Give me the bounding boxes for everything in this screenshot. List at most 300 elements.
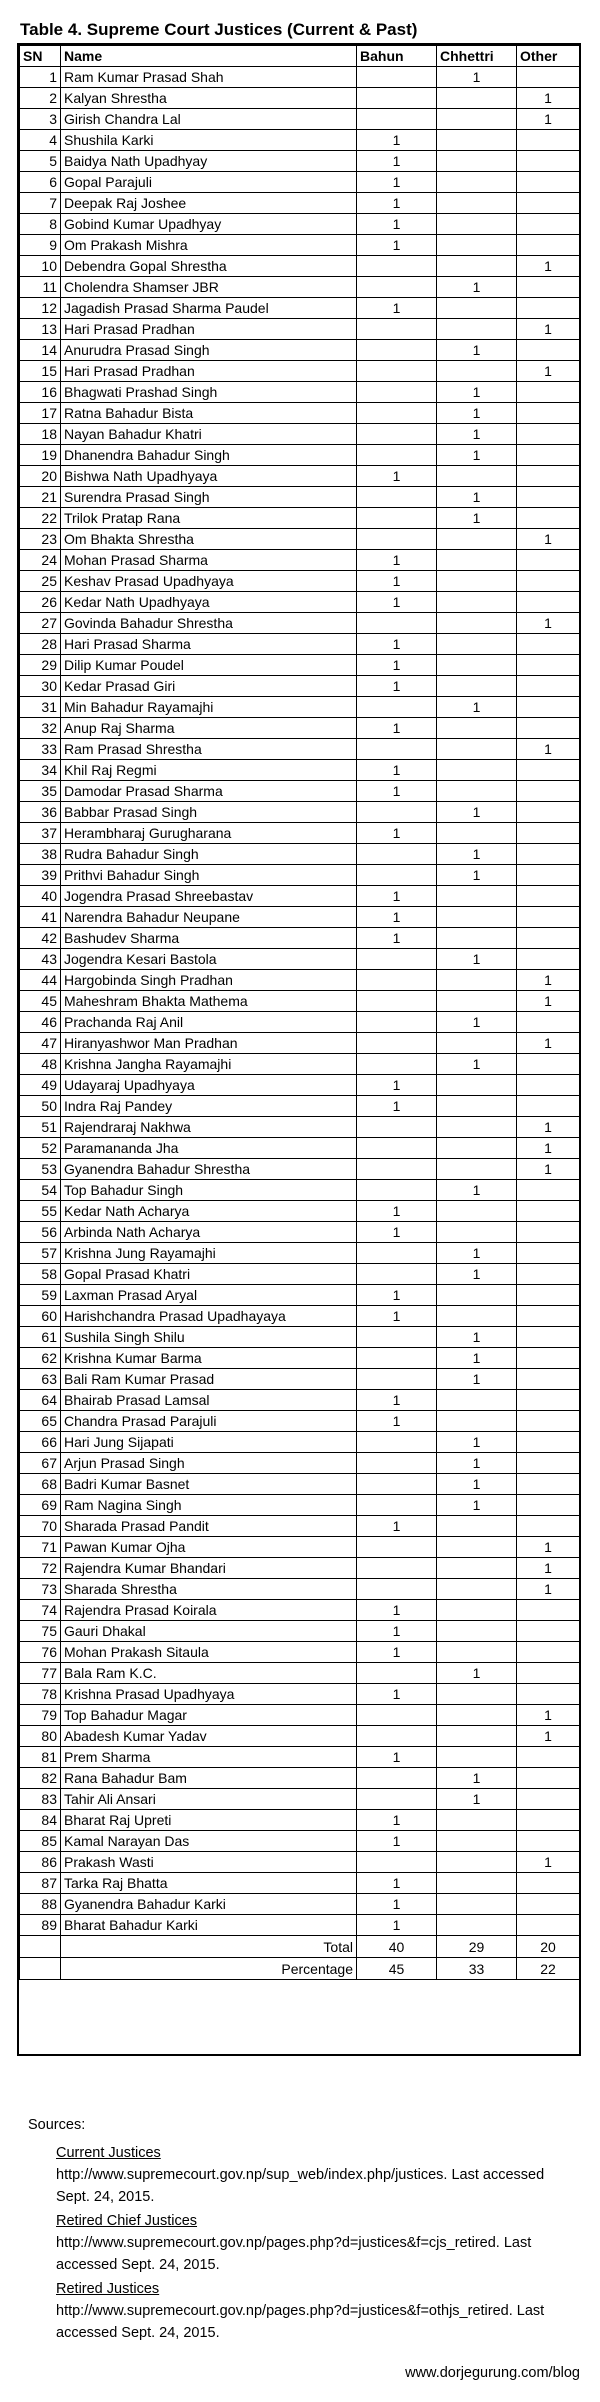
- table-row: [20, 1579, 580, 1600]
- other-cell: [517, 1054, 580, 1075]
- bahun-cell: [357, 1495, 437, 1516]
- other-cell: 1: [517, 991, 580, 1012]
- table-row: [20, 928, 580, 949]
- sn-cell: 72: [20, 1558, 61, 1579]
- sn-cell: 42: [20, 928, 61, 949]
- name-cell: Top Bahadur Magar: [61, 1705, 357, 1726]
- sn-cell: 70: [20, 1516, 61, 1537]
- bahun-cell: [357, 529, 437, 550]
- table-row: [20, 1831, 580, 1852]
- table-title: Table 4. Supreme Court Justices (Current & Past): [20, 20, 418, 39]
- source-text: http://www.supremecourt.gov.np/pages.php?d=justices&f=cjs_retired. Last accessed Sept. 24, 2015.: [56, 2235, 532, 2273]
- table-row: [20, 1012, 580, 1033]
- name-cell: Shushila Karki: [61, 130, 357, 151]
- sn-cell: 39: [20, 865, 61, 886]
- other-cell: [517, 1180, 580, 1201]
- bahun-cell: [357, 1159, 437, 1180]
- table-row: [20, 1369, 580, 1390]
- name-cell: Indra Raj Pandey: [61, 1096, 357, 1117]
- chhettri-cell: 1: [437, 1663, 517, 1684]
- sn-cell: 74: [20, 1600, 61, 1621]
- sn-cell: 1: [20, 67, 61, 88]
- sn-cell: 83: [20, 1789, 61, 1810]
- name-cell: Jogendra Prasad Shreebastav: [61, 886, 357, 907]
- bahun-cell: [357, 1537, 437, 1558]
- bahun-cell: [357, 1327, 437, 1348]
- chhettri-cell: [437, 151, 517, 172]
- chhettri-cell: 1: [437, 277, 517, 298]
- bahun-cell: 1: [357, 760, 437, 781]
- bahun-cell: [357, 991, 437, 1012]
- name-cell: Cholendra Shamser JBR: [61, 277, 357, 298]
- chhettri-cell: 1: [437, 445, 517, 466]
- other-cell: [517, 550, 580, 571]
- other-cell: 1: [517, 109, 580, 130]
- name-cell: Gyanendra Bahadur Karki: [61, 1894, 357, 1915]
- chhettri-cell: [437, 739, 517, 760]
- sn-cell: 75: [20, 1621, 61, 1642]
- name-cell: Deepak Raj Joshee: [61, 193, 357, 214]
- source-link-retired-chief-justices[interactable]: Retired Chief Justices: [56, 2213, 198, 2229]
- chhettri-cell: [437, 1411, 517, 1432]
- other-cell: [517, 1810, 580, 1831]
- table-row: [20, 802, 580, 823]
- chhettri-cell: 1: [437, 382, 517, 403]
- bahun-cell: 1: [357, 1516, 437, 1537]
- other-cell: 1: [517, 529, 580, 550]
- bahun-cell: [357, 361, 437, 382]
- other-cell: [517, 1831, 580, 1852]
- chhettri-cell: 1: [437, 1495, 517, 1516]
- name-cell: Anurudra Prasad Singh: [61, 340, 357, 361]
- other-cell: [517, 844, 580, 865]
- total-label: Total: [61, 1936, 357, 1958]
- chhettri-cell: [437, 1558, 517, 1579]
- other-cell: [517, 340, 580, 361]
- bahun-cell: 1: [357, 823, 437, 844]
- table-row: [20, 277, 580, 298]
- bahun-cell: [357, 1432, 437, 1453]
- other-cell: [517, 1873, 580, 1894]
- name-cell: Arjun Prasad Singh: [61, 1453, 357, 1474]
- other-cell: 1: [517, 613, 580, 634]
- sn-cell: 43: [20, 949, 61, 970]
- table-row: [20, 655, 580, 676]
- name-cell: Baidya Nath Upadhyay: [61, 151, 357, 172]
- chhettri-cell: 1: [437, 424, 517, 445]
- table-row: [20, 1537, 580, 1558]
- bahun-cell: 1: [357, 130, 437, 151]
- name-cell: Hiranyashwor Man Pradhan: [61, 1033, 357, 1054]
- chhettri-cell: [437, 928, 517, 949]
- table-row: [20, 319, 580, 340]
- table-row: [20, 739, 580, 760]
- chhettri-cell: [437, 361, 517, 382]
- name-cell: Harishchandra Prasad Upadhayaya: [61, 1306, 357, 1327]
- sn-cell: 11: [20, 277, 61, 298]
- other-cell: [517, 1222, 580, 1243]
- name-cell: Prakash Wasti: [61, 1852, 357, 1873]
- name-cell: Min Bahadur Rayamajhi: [61, 697, 357, 718]
- chhettri-cell: [437, 130, 517, 151]
- name-cell: Ram Kumar Prasad Shah: [61, 67, 357, 88]
- other-cell: [517, 277, 580, 298]
- chhettri-cell: [437, 319, 517, 340]
- total-empty-cell: [20, 1936, 61, 1958]
- chhettri-cell: 1: [437, 1789, 517, 1810]
- name-cell: Bhairab Prasad Lamsal: [61, 1390, 357, 1411]
- sn-cell: 36: [20, 802, 61, 823]
- other-cell: [517, 1747, 580, 1768]
- other-cell: [517, 1453, 580, 1474]
- other-cell: [517, 1621, 580, 1642]
- other-cell: 1: [517, 739, 580, 760]
- bahun-cell: 1: [357, 214, 437, 235]
- other-cell: [517, 760, 580, 781]
- sources-section: [28, 2114, 568, 2346]
- chhettri-cell: 1: [437, 1369, 517, 1390]
- name-cell: Chandra Prasad Parajuli: [61, 1411, 357, 1432]
- other-cell: [517, 802, 580, 823]
- table-row: [20, 1348, 580, 1369]
- table-row: [20, 1075, 580, 1096]
- header-name: Name: [61, 46, 357, 67]
- bahun-cell: 1: [357, 1096, 437, 1117]
- source-item: [56, 2278, 568, 2344]
- bahun-cell: 1: [357, 781, 437, 802]
- table-row: [20, 1054, 580, 1075]
- chhettri-cell: 1: [437, 1327, 517, 1348]
- sn-cell: 61: [20, 1327, 61, 1348]
- other-cell: 1: [517, 1579, 580, 1600]
- chhettri-cell: [437, 1075, 517, 1096]
- table-row: [20, 1285, 580, 1306]
- table-row: [20, 1915, 580, 1936]
- table-row: [20, 823, 580, 844]
- table-row: [20, 1096, 580, 1117]
- name-cell: Rana Bahadur Bam: [61, 1768, 357, 1789]
- sn-cell: 60: [20, 1306, 61, 1327]
- other-cell: [517, 907, 580, 928]
- sn-cell: 65: [20, 1411, 61, 1432]
- other-cell: [517, 1306, 580, 1327]
- chhettri-cell: 1: [437, 340, 517, 361]
- other-cell: [517, 466, 580, 487]
- table-row: [20, 718, 580, 739]
- other-cell: 1: [517, 1852, 580, 1873]
- name-cell: Rudra Bahadur Singh: [61, 844, 357, 865]
- sn-cell: 59: [20, 1285, 61, 1306]
- name-cell: Rajendra Prasad Koirala: [61, 1600, 357, 1621]
- table-row: [20, 1894, 580, 1915]
- chhettri-cell: [437, 571, 517, 592]
- bahun-cell: 1: [357, 1873, 437, 1894]
- bahun-cell: [357, 319, 437, 340]
- total-chhettri: 29: [437, 1936, 517, 1958]
- sn-cell: 15: [20, 361, 61, 382]
- table-row: [20, 886, 580, 907]
- sn-cell: 88: [20, 1894, 61, 1915]
- table-row: [20, 676, 580, 697]
- name-cell: Ram Nagina Singh: [61, 1495, 357, 1516]
- source-link-current-justices[interactable]: Current Justices: [56, 2145, 161, 2161]
- name-cell: Bhagwati Prashad Singh: [61, 382, 357, 403]
- chhettri-cell: 1: [437, 949, 517, 970]
- table-row: [20, 1726, 580, 1747]
- sn-cell: 58: [20, 1264, 61, 1285]
- chhettri-cell: [437, 823, 517, 844]
- sn-cell: 64: [20, 1390, 61, 1411]
- percentage-other: 22: [517, 1958, 580, 1980]
- bahun-cell: 1: [357, 1075, 437, 1096]
- table-row: [20, 466, 580, 487]
- name-cell: Bashudev Sharma: [61, 928, 357, 949]
- name-cell: Rajendraraj Nakhwa: [61, 1117, 357, 1138]
- other-cell: 1: [517, 1537, 580, 1558]
- table-row: [20, 193, 580, 214]
- other-cell: [517, 949, 580, 970]
- chhettri-cell: 1: [437, 487, 517, 508]
- sn-cell: 26: [20, 592, 61, 613]
- sn-cell: 66: [20, 1432, 61, 1453]
- sn-cell: 21: [20, 487, 61, 508]
- sn-cell: 84: [20, 1810, 61, 1831]
- name-cell: Pawan Kumar Ojha: [61, 1537, 357, 1558]
- sn-cell: 79: [20, 1705, 61, 1726]
- bahun-cell: [357, 445, 437, 466]
- sn-cell: 14: [20, 340, 61, 361]
- name-cell: Gopal Prasad Khatri: [61, 1264, 357, 1285]
- source-link-retired-justices[interactable]: Retired Justices: [56, 2281, 160, 2297]
- bahun-cell: [357, 403, 437, 424]
- table-row: [20, 109, 580, 130]
- name-cell: Sharada Shrestha: [61, 1579, 357, 1600]
- table-row: [20, 445, 580, 466]
- chhettri-cell: [437, 1915, 517, 1936]
- table-row: [20, 1684, 580, 1705]
- name-cell: Udayaraj Upadhyaya: [61, 1075, 357, 1096]
- bahun-cell: 1: [357, 1306, 437, 1327]
- other-cell: [517, 193, 580, 214]
- sn-cell: 38: [20, 844, 61, 865]
- header-sn: SN: [20, 46, 61, 67]
- bahun-cell: 1: [357, 1600, 437, 1621]
- bahun-cell: [357, 1348, 437, 1369]
- bahun-cell: 1: [357, 550, 437, 571]
- sn-cell: 54: [20, 1180, 61, 1201]
- sn-cell: 28: [20, 634, 61, 655]
- other-cell: 1: [517, 256, 580, 277]
- bahun-cell: [357, 277, 437, 298]
- table-row: [20, 1327, 580, 1348]
- name-cell: Krishna Jangha Rayamajhi: [61, 1054, 357, 1075]
- sn-cell: 3: [20, 109, 61, 130]
- footer-url: www.dorjegurung.com/blog: [405, 2365, 580, 2381]
- source-text: http://www.supremecourt.gov.np/pages.php?d=justices&f=othjs_retired. Last accessed Sept. 24, 2015.: [56, 2303, 545, 2341]
- sn-cell: 55: [20, 1201, 61, 1222]
- table-row: [20, 214, 580, 235]
- bahun-cell: 1: [357, 1684, 437, 1705]
- sn-cell: 17: [20, 403, 61, 424]
- table-row: [20, 571, 580, 592]
- chhettri-cell: [437, 1117, 517, 1138]
- chhettri-cell: [437, 1621, 517, 1642]
- bahun-cell: [357, 340, 437, 361]
- chhettri-cell: [437, 1537, 517, 1558]
- name-cell: Trilok Pratap Rana: [61, 508, 357, 529]
- bahun-cell: 1: [357, 151, 437, 172]
- chhettri-cell: [437, 1873, 517, 1894]
- bahun-cell: [357, 1369, 437, 1390]
- chhettri-cell: [437, 1159, 517, 1180]
- chhettri-cell: [437, 1390, 517, 1411]
- table-row: [20, 529, 580, 550]
- sn-cell: 32: [20, 718, 61, 739]
- name-cell: Gauri Dhakal: [61, 1621, 357, 1642]
- chhettri-cell: [437, 256, 517, 277]
- other-cell: 1: [517, 1159, 580, 1180]
- table-row: [20, 1558, 580, 1579]
- name-cell: Krishna Jung Rayamajhi: [61, 1243, 357, 1264]
- table-body: [20, 67, 580, 1936]
- table-row: [20, 865, 580, 886]
- other-cell: [517, 1915, 580, 1936]
- other-cell: [517, 403, 580, 424]
- chhettri-cell: 1: [437, 697, 517, 718]
- chhettri-cell: 1: [437, 1348, 517, 1369]
- bahun-cell: [357, 1852, 437, 1873]
- other-cell: [517, 1516, 580, 1537]
- bahun-cell: [357, 1726, 437, 1747]
- bahun-cell: 1: [357, 592, 437, 613]
- chhettri-cell: [437, 613, 517, 634]
- bahun-cell: 1: [357, 1285, 437, 1306]
- table-row: [20, 1033, 580, 1054]
- other-cell: [517, 928, 580, 949]
- chhettri-cell: [437, 172, 517, 193]
- sn-cell: 52: [20, 1138, 61, 1159]
- name-cell: Prithvi Bahadur Singh: [61, 865, 357, 886]
- name-cell: Top Bahadur Singh: [61, 1180, 357, 1201]
- other-cell: [517, 1495, 580, 1516]
- chhettri-cell: [437, 1810, 517, 1831]
- bahun-cell: 1: [357, 1894, 437, 1915]
- other-cell: [517, 130, 580, 151]
- bahun-cell: 1: [357, 718, 437, 739]
- chhettri-cell: 1: [437, 67, 517, 88]
- other-cell: [517, 1642, 580, 1663]
- sn-cell: 89: [20, 1915, 61, 1936]
- sn-cell: 50: [20, 1096, 61, 1117]
- name-cell: Bali Ram Kumar Prasad: [61, 1369, 357, 1390]
- table-row: [20, 298, 580, 319]
- other-cell: [517, 1285, 580, 1306]
- name-cell: Khil Raj Regmi: [61, 760, 357, 781]
- sn-cell: 78: [20, 1684, 61, 1705]
- bahun-cell: [357, 1579, 437, 1600]
- table-row: [20, 1306, 580, 1327]
- other-cell: 1: [517, 1558, 580, 1579]
- table-row: [20, 1621, 580, 1642]
- table-row: [20, 697, 580, 718]
- sn-cell: 22: [20, 508, 61, 529]
- table-row: [20, 550, 580, 571]
- bahun-cell: [357, 1138, 437, 1159]
- bahun-cell: [357, 1033, 437, 1054]
- sn-cell: 5: [20, 151, 61, 172]
- other-cell: 1: [517, 1117, 580, 1138]
- name-cell: Hari Prasad Sharma: [61, 634, 357, 655]
- total-row: [20, 1936, 580, 1958]
- bahun-cell: 1: [357, 1390, 437, 1411]
- other-cell: [517, 1663, 580, 1684]
- bahun-cell: 1: [357, 298, 437, 319]
- table-row: [20, 781, 580, 802]
- table-row: [20, 1201, 580, 1222]
- chhettri-cell: 1: [437, 1243, 517, 1264]
- other-cell: [517, 382, 580, 403]
- chhettri-cell: [437, 1600, 517, 1621]
- chhettri-cell: [437, 1705, 517, 1726]
- chhettri-cell: [437, 1852, 517, 1873]
- chhettri-cell: 1: [437, 802, 517, 823]
- other-cell: [517, 697, 580, 718]
- table-row: [20, 1180, 580, 1201]
- sn-cell: 8: [20, 214, 61, 235]
- other-cell: [517, 298, 580, 319]
- table-row: [20, 1390, 580, 1411]
- other-cell: [517, 1474, 580, 1495]
- bahun-cell: [357, 613, 437, 634]
- table-row: [20, 67, 580, 88]
- other-cell: [517, 823, 580, 844]
- header-other: Other: [517, 46, 580, 67]
- bahun-cell: 1: [357, 1201, 437, 1222]
- chhettri-cell: [437, 634, 517, 655]
- name-cell: Gyanendra Bahadur Shrestha: [61, 1159, 357, 1180]
- bahun-cell: 1: [357, 1411, 437, 1432]
- name-cell: Govinda Bahadur Shrestha: [61, 613, 357, 634]
- chhettri-cell: 1: [437, 1453, 517, 1474]
- sn-cell: 24: [20, 550, 61, 571]
- sn-cell: 81: [20, 1747, 61, 1768]
- other-cell: [517, 1327, 580, 1348]
- chhettri-cell: 1: [437, 1432, 517, 1453]
- total-other: 20: [517, 1936, 580, 1958]
- name-cell: Hargobinda Singh Pradhan: [61, 970, 357, 991]
- other-cell: [517, 781, 580, 802]
- other-cell: 1: [517, 1138, 580, 1159]
- sn-cell: 69: [20, 1495, 61, 1516]
- table-row: [20, 403, 580, 424]
- bahun-cell: [357, 865, 437, 886]
- chhettri-cell: [437, 1516, 517, 1537]
- other-cell: [517, 676, 580, 697]
- sn-cell: 31: [20, 697, 61, 718]
- sn-cell: 34: [20, 760, 61, 781]
- bahun-cell: 1: [357, 655, 437, 676]
- other-cell: [517, 718, 580, 739]
- table-row: [20, 1663, 580, 1684]
- other-cell: [517, 1411, 580, 1432]
- sn-cell: 57: [20, 1243, 61, 1264]
- table-row: [20, 256, 580, 277]
- chhettri-cell: [437, 235, 517, 256]
- bahun-cell: [357, 508, 437, 529]
- chhettri-cell: [437, 1138, 517, 1159]
- bahun-cell: 1: [357, 1621, 437, 1642]
- name-cell: Jogendra Kesari Bastola: [61, 949, 357, 970]
